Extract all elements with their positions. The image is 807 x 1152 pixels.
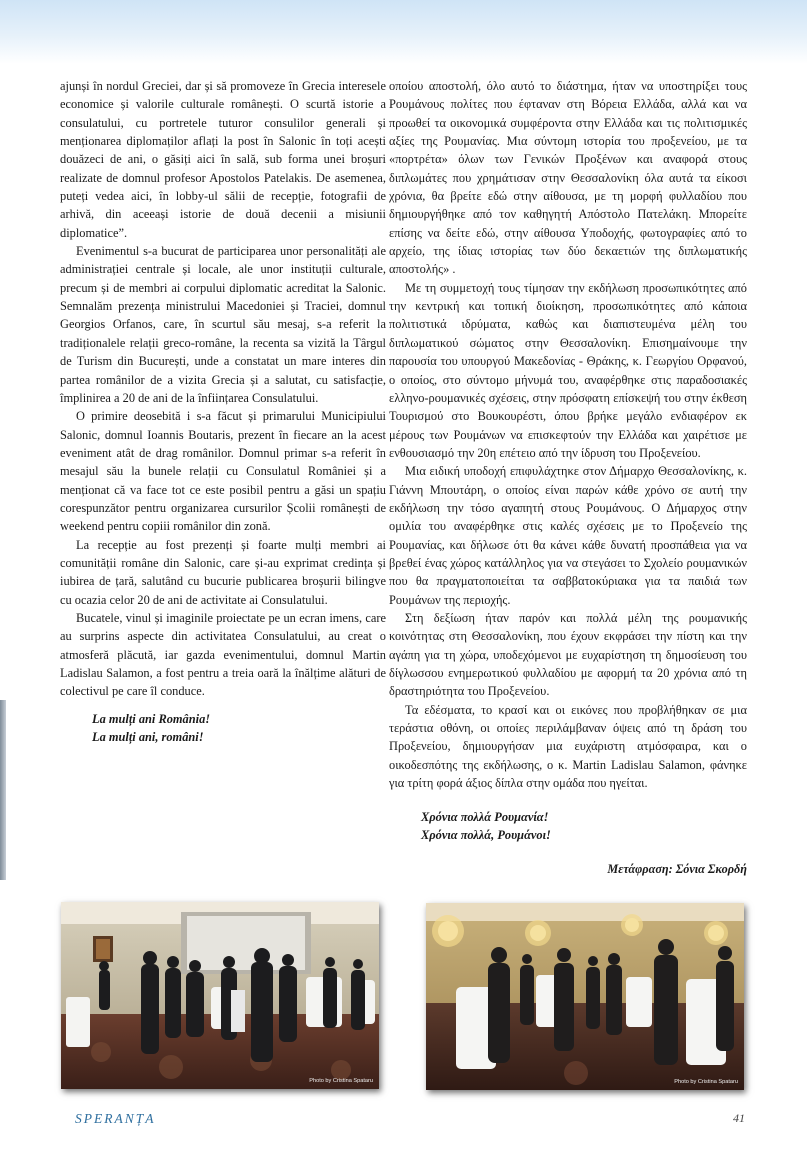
paragraph: Μια ειδική υποδοχή επιφυλάχτηκε στον Δήμαρχο Θεσσαλονίκης, κ. Γιάννη Μπουτάρη, ο οποίος είναι παρών κάθε χρόνο σε αυτή την εκδήλωση την τόσο αγαπητή στους Ρουμάνους. Ο Δήμαρχος στην ομιλία του αναφέρθηκε στις καλές σχέσεις με το Προξενείο της Ρουμανίας, και δήλωσε ότι θα κάνει κάθε δυνατή προσπάθεια για να βρεθεί ένας χώρος κατάλληλος για να στεγάσει το Σχολείο ρουμανικών που θα πραγματοποιείται τα σαββατοκύριακα για τα παιδιά των Ρουμάνων της περιοχής. [389,464,747,607]
romanian-column [60,77,386,746]
wish-line: Χρόνια πολλά Ρουμανία! [421,810,549,825]
paragraph: Τα εδέσματα, το κρασί και οι εικόνες που προβλήθηκαν σε μια τεράστια οθόνη, οι οποίες περιλάμβαναν όψεις από τη δράση του Προξενείου, δημιουργήσαν μια ευχάριστη ατμόσφαιρα, και ο οικοδεσπότης της εκδήλωσης, ο κ. Martin Ladislau Salamon, φάνηκε για τρίτη φορά άξιος δίπλα στην ομάδα που ηγείται. [389,702,747,791]
paragraph: Bucatele, vinul și imaginile proiectate pe un ecran imens, care au surprins aspecte din activitatea Consulatului, au creat o atmosferă plăcută, iar gazda evenimentului, domnul Martin Ladislau Salamon, a fost pentru a treia oară la înălțime alături de colectivul pe care îl conduce. [60,610,386,699]
reception-hall-photo-icon [426,903,744,1090]
page-number: 41 [733,1111,745,1125]
reception-hall-photo-icon [61,902,379,1089]
paragraph: O primire deosebită i s-a făcut și primarului Municipiului Salonic, domnul Ioannis Boutaris, prezent în fiecare an la acest eveniment atât de drag românilor. Domnul primar s-a referit în mesajul său la bunele relații cu Consulatul României și a menționat că va face tot ce este posibil pentru a găsi un spațiu corespunzător pentru organizarea cursurilor Școlii românești de weekend pentru copiii românilor din zonă. [60,409,386,534]
event-photo-2 [426,903,744,1090]
paragraph: La recepție au fost prezenți și foarte mulți membri ai comunității române din Salonic, care și-au exprimat credința și iubirea de țară, salutând cu bucurie publicarea broșurii bilingve cu ocazia celor 20 de ani de activitate ai Consulatului. [60,537,386,607]
wish-line: La mulți ani, români! [92,729,204,744]
photo-credit: Photo by Cristina Spataru [674,1079,738,1085]
event-photo-1 [61,902,379,1089]
wish-line: Χρόνια πολλά, Ρουμάνοι! [421,828,551,843]
header-band [0,0,807,64]
paragraph: Evenimentul s-a bucurat de participarea unor personalități ale administrației centrale și locale, ale unor instituții culturale, precum și de membri ai corpului diplomatic acreditat la Salonic. Semnalăm prezența ministrului Macedoniei și Traciei, domnul Georgios Orfanos, care, în scurtul său mesaj, s-a referit la tradiționalele relații greco-române, la recenta sa vizită la Târgul de Turism din București, unde a constatat un mare interes din partea românilor de a vizita Grecia și a salutat, cu satisfacție, împlinirea a 20 de ani de la înființarea Consulatului. [60,244,386,405]
photo-credit: Photo by Cristina Spataru [309,1078,373,1084]
paragraph: Στη δεξίωση ήταν παρόν και πολλά μέλη της ρουμανικής κοινότητας στη Θεσσαλονίκη, που έχουν εκφράσει την πίστη και την αγάπη για τη χώρα, υποδεχόμενοι με ευχαρίστηση τη δημοσίευση του δίγλωσσου ενημερωτικού φυλλαδίου με αφορμή τα 20 χρόνια από τη δραστηριότητα του Προξενείου. [389,610,747,699]
closing-wishes [60,710,386,746]
paragraph: ajunși în nordul Greciei, dar și să promoveze în Grecia interesele economice și valorile culturale românești. O scurtă istorie a consulatului, cu portretele tuturor consulilor generali și menționarea diplomaților aflați la post în Salonic în toți acești douăzeci de ani, o găsiți aici în sală, sub forma unei broșuri realizate de domnul profesor Apostolos Patelakis. De asemenea, puteți vedea aici, în lobby-ul sălii de recepție, fotografii de arhivă, din aceeași istorie de două decenii a misiunii diplomatice”. [60,79,386,240]
page-edge-photo-strip [0,700,6,880]
magazine-name: SPERANȚA [75,1111,156,1126]
closing-wishes [389,808,747,844]
translator-credit: Μετάφραση: Σόνια Σκορδή [607,862,747,877]
wish-line: La mulți ani România! [92,711,211,726]
paragraph: οποίου αποστολή, όλο αυτό το διάστημα, ήταν να υποστηρίξει τους Ρουμάνους πολίτες που έφταναν στη Βόρεια Ελλάδα, αλλά και να προωθεί τα οικονομικά συμφέροντα στην Ελλάδα και τις πολιτισμικές αξίες της Ρουμανίας. Μια σύντομη ιστορία του προξενείου, με τα «πορτρέτα» όλων των Γενικών Προξένων και αναφορά στους διπλωμάτες που χρημάτισαν στην Θεσσαλονίκη όλα αυτά τα είκοσι χρόνια, θα βρείτε εδώ στην αίθουσα, με τη μορφή φυλλαδίου που δημιουργήθηκε από τον καθηγητή Απόστολο Πατελάκη. Μπορείτε επίσης να δείτε εδώ, στην αίθουσα Υποδοχής, φωτογραφίες από το αρχείο, της ίδιας ιστορίας των δύο δεκαετιών της διπλωματικής αποστολής» . [389,79,747,277]
greek-column [389,77,747,879]
paragraph: Με τη συμμετοχή τους τίμησαν την εκδήλωση προσωπικότητες από την κεντρική και τοπική διοίκηση, προσωπικότητες από κάποια πολιτιστικά ιδρύματα, καθώς και διαπιστευμένα μέλη του διπλωματικού σώματος στην Θεσσαλονίκη. Επισημαίνουμε την παρουσία του υπουργού Μακεδονίας - Θράκης, κ. Γεωργίου Ορφανού, ο οποίος, στο σύντομο μήνυμά του, αναφέρθηκε στις παραδοσιακές ελληνο-ρουμανικές σχέσεις, στην πρόσφατη επίσκεψή του στην έκθεση Τουρισμού στο Βουκουρέστι, όπου βρήκε μεγάλο ενδιαφέρον εκ μέρους των Ρουμάνων να επισκεφτούν την Ελλάδα και χαιρέτισε με ενθουσιασμό την 20η επέτειο από την ίδρυση του Προξενείου. [389,280,747,460]
